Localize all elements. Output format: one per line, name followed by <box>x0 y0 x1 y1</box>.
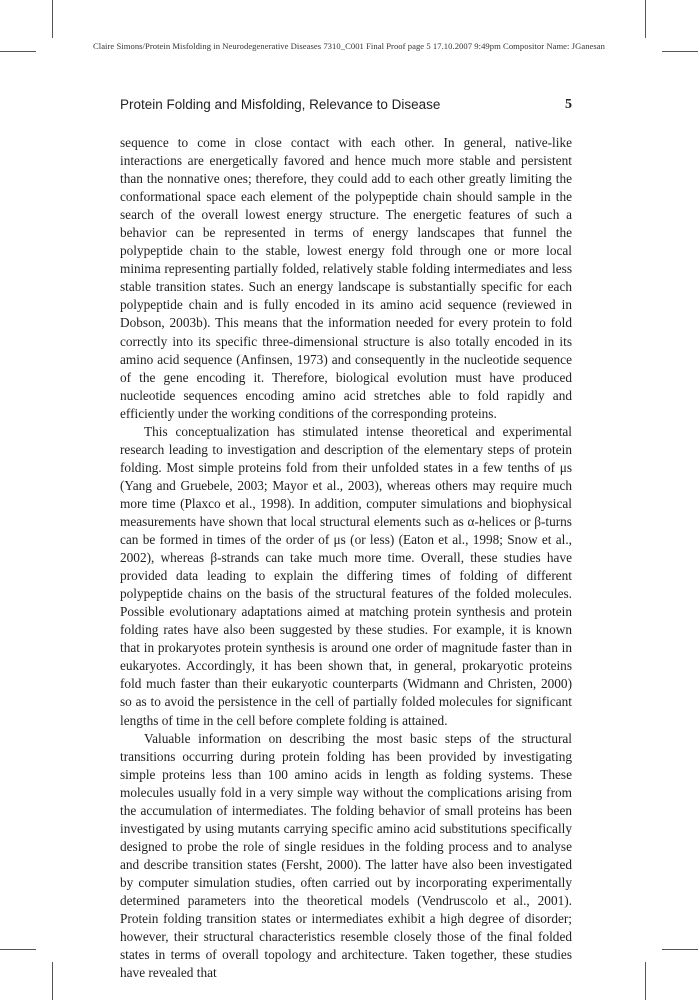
body-text <box>120 134 572 982</box>
crop-mark-top-right <box>645 0 646 38</box>
crop-mark-top-right-h <box>662 51 698 52</box>
running-title: Protein Folding and Misfolding, Relevance to Disease <box>120 97 441 112</box>
crop-mark-bottom-left <box>52 962 53 1000</box>
paragraph-3: Valuable information on describing the most basic steps of the structural transitions occurring during protein folding has been provided by investigating simple proteins less than 100 amino acids in length as folding systems. These molecules usually fold in a very simple way without the complications arising from the accumulation of intermediates. The folding behavior of small proteins has been investigated by using mutants carrying specific amino acid substitutions specifically designed to probe the role of single residues in the folding process and to analyse and describe transition states (Fersht, 2000). The latter have also been investigated by computer simulation studies, often carried out by incorporating experimentally determined parameters into the theoretical models (Vendruscolo et al., 2001). Protein folding transition states or intermediates exhibit a high degree of disorder; however, their structural characteristics resemble closely those of the final folded states in terms of overall topology and architecture. Taken together, these studies have revealed that <box>120 730 572 981</box>
crop-mark-bottom-left-h <box>0 949 36 950</box>
page-number: 5 <box>565 97 572 112</box>
crop-mark-bottom-right-h <box>662 949 698 950</box>
crop-mark-top-left <box>52 0 53 38</box>
crop-mark-bottom-right <box>645 962 646 1000</box>
paragraph-2: This conceptualization has stimulated intense theoretical and experimental research leading to investigation and description of the elementary steps of protein folding. Most simple proteins fold from their unfolded states in a few tenths of μs (Yang and Gruebele, 2003; Mayor et al., 2003), whereas others may require much more time (Plaxco et al., 1998). In addition, computer simulations and biophysical measurements have shown that local structural elements such as α-helices or β-turns can be formed in times of the order of μs (or less) (Eaton et al., 1998; Snow et al., 2002), whereas β-strands can take much more time. Overall, these studies have provided data leading to explain the differing times of folding of different polypeptide chains on the basis of the structural features of the folded molecules. Possible evolutionary adaptations aimed at matching protein synthesis and protein folding rates have also been suggested by these studies. For example, it is known that in prokaryotes protein synthesis is around one order of magnitude faster than in eukaryotes. Accordingly, it has been shown that, in general, prokaryotic proteins fold much faster than their eukaryotic counterparts (Widmann and Christen, 2000) so as to avoid the persistence in the cell of partially folded molecules for significant lengths of time in the cell before complete folding is attained. <box>120 423 572 728</box>
proof-info-line: Claire Simons/Protein Misfolding in Neurodegenerative Diseases 7310_C001 Final Proof page 5 17.10.2007 9:49pm Compositor Name: JGanesan <box>92 41 606 51</box>
crop-mark-top-left-h <box>0 51 36 52</box>
paragraph-1: sequence to come in close contact with each other. In general, native-like interactions are energetically favored and hence much more stable and persistent than the nonnative ones; therefore, they could add to each other greatly limiting the conformational space each element of the polypeptide chain should sample in the search of the overall lowest energy structure. The energetic features of such a behavior can be represented in terms of energy landscapes that funnel the polypeptide chain to the stable, lowest energy fold through one or more local minima representing partially folded, relatively stable folding intermediates and less stable transition states. Such an energy landscape is substantially specific for each polypeptide chain and is fully encoded in its amino acid sequence (reviewed in Dobson, 2003b). This means that the information needed for every protein to fold correctly into its specific three-dimensional structure is also totally encoded in its amino acid sequence (Anfinsen, 1973) and consequently in the nucleotide sequence of the gene encoding it. Therefore, biological evolution must have produced nucleotide sequences encoding amino acid stretches able to fold rapidly and efficiently under the working conditions of the corresponding proteins. <box>120 135 572 421</box>
running-head <box>120 97 572 115</box>
